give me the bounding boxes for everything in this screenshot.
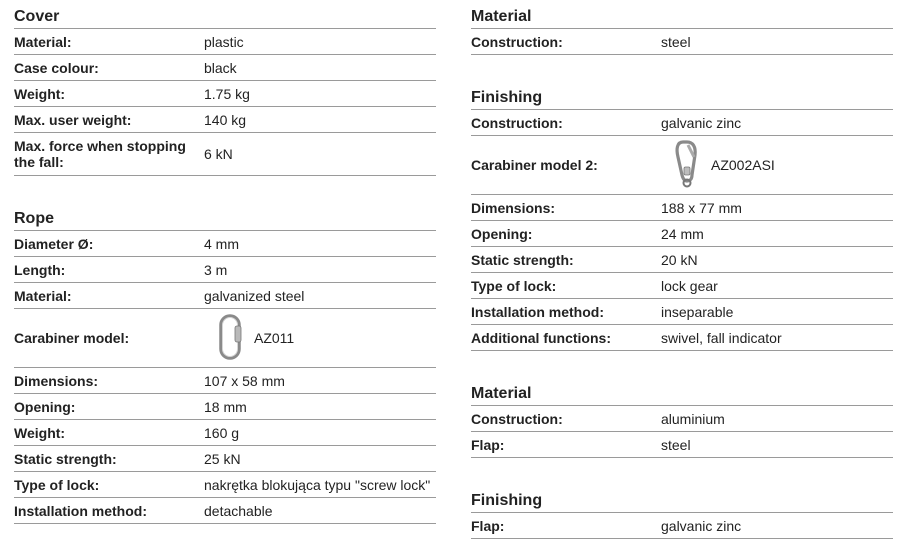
spec-row	[14, 133, 436, 176]
spec-value: lock gear	[661, 277, 718, 294]
spec-value: steel	[661, 436, 691, 453]
spec-label: Material:	[14, 287, 72, 304]
spec-label: Construction:	[471, 33, 563, 50]
spec-value: 140 kg	[204, 111, 247, 128]
cover-section	[14, 0, 436, 176]
spec-row	[471, 513, 893, 539]
spec-row	[471, 29, 893, 55]
section-title-material: Material	[471, 0, 893, 29]
spec-row	[14, 368, 436, 394]
spec-value: 188 x 77 mm	[661, 199, 742, 216]
spec-row	[14, 472, 436, 498]
spec-label: Weight:	[14, 85, 66, 102]
left-spec-column	[14, 0, 436, 524]
spec-row	[14, 55, 436, 81]
carabiner-row	[14, 309, 436, 368]
section-title-finishing: Finishing	[471, 484, 893, 513]
spec-row	[14, 283, 436, 309]
spec-label: Additional functions:	[471, 329, 611, 346]
swivel-carabiner-icon	[673, 139, 701, 192]
spec-value: 24 mm	[661, 225, 704, 242]
spec-value: 4 mm	[204, 235, 239, 252]
spec-label: Installation method:	[471, 303, 604, 320]
spec-label: Dimensions:	[14, 372, 99, 389]
spec-row	[14, 498, 436, 524]
spec-value: swivel, fall indicator	[661, 329, 782, 346]
spec-row	[471, 299, 893, 325]
section-title-cover: Cover	[14, 0, 436, 29]
spec-label: Case colour:	[14, 59, 99, 76]
spec-label: Flap:	[471, 436, 505, 453]
spec-row	[14, 394, 436, 420]
spec-value: 20 kN	[661, 251, 698, 268]
spec-label: Construction:	[471, 114, 563, 131]
spec-row	[471, 247, 893, 273]
spec-label: Carabiner model:	[14, 330, 130, 346]
finishing-section-2	[471, 484, 893, 539]
spec-row	[471, 110, 893, 136]
spec-label: Type of lock:	[14, 476, 100, 493]
spec-value: galvanized steel	[204, 287, 305, 304]
spec-row	[471, 406, 893, 432]
spec-label: Weight:	[14, 424, 66, 441]
spec-value: plastic	[204, 33, 244, 50]
spec-label: Construction:	[471, 410, 563, 427]
spec-value	[204, 312, 436, 365]
spec-value: inseparable	[661, 303, 734, 320]
spec-value: nakrętka blokująca typu "screw lock"	[204, 476, 431, 493]
spec-label: Installation method:	[14, 502, 147, 519]
section-title-rope: Rope	[14, 202, 436, 231]
spec-label: Static strength:	[471, 251, 574, 268]
spec-value: 3 m	[204, 261, 228, 278]
spec-row	[14, 446, 436, 472]
carabiner-model-value: AZ002ASI	[711, 157, 775, 173]
section-title-finishing: Finishing	[471, 81, 893, 110]
spec-row	[14, 231, 436, 257]
spec-label: Opening:	[471, 225, 533, 242]
spec-value	[661, 137, 893, 194]
material-section-2	[471, 377, 893, 458]
carabiner-model-value: AZ011	[254, 330, 295, 346]
spec-value: 160 g	[204, 424, 240, 441]
spec-label: Dimensions:	[471, 199, 556, 216]
spec-label: Type of lock:	[471, 277, 557, 294]
spec-row	[14, 107, 436, 133]
spec-value: galvanic zinc	[661, 114, 742, 131]
spec-row	[14, 420, 436, 446]
spec-label: Max. force when stopping the fall:	[14, 138, 186, 170]
finishing-section-1	[471, 81, 893, 351]
spec-label: Flap:	[471, 517, 505, 534]
spec-value: 25 kN	[204, 450, 241, 467]
right-spec-column	[471, 0, 893, 539]
section-title-material: Material	[471, 377, 893, 406]
spec-row	[471, 432, 893, 458]
spec-value: galvanic zinc	[661, 517, 742, 534]
oval-carabiner-icon	[218, 314, 244, 363]
spec-label: Length:	[14, 261, 66, 278]
spec-value: detachable	[204, 502, 273, 519]
spec-value: 107 x 58 mm	[204, 372, 285, 389]
spec-row	[471, 325, 893, 351]
rope-section	[14, 202, 436, 524]
spec-row	[471, 273, 893, 299]
spec-row	[14, 81, 436, 107]
spec-row	[14, 29, 436, 55]
spec-value: 1.75 kg	[204, 85, 250, 102]
spec-label: Max. user weight:	[14, 111, 132, 128]
material-section-1	[471, 0, 893, 55]
spec-row	[14, 257, 436, 283]
spec-row	[471, 221, 893, 247]
spec-label: Carabiner model 2:	[471, 157, 598, 173]
spec-value: 6 kN	[204, 146, 233, 162]
carabiner-row	[471, 136, 893, 195]
spec-row	[471, 195, 893, 221]
spec-value: black	[204, 59, 237, 76]
spec-label: Material:	[14, 33, 72, 50]
spec-value: aluminium	[661, 410, 725, 427]
spec-label: Opening:	[14, 398, 76, 415]
spec-value: steel	[661, 33, 691, 50]
spec-label: Static strength:	[14, 450, 117, 467]
spec-label: Diameter Ø:	[14, 235, 94, 252]
spec-value: 18 mm	[204, 398, 247, 415]
